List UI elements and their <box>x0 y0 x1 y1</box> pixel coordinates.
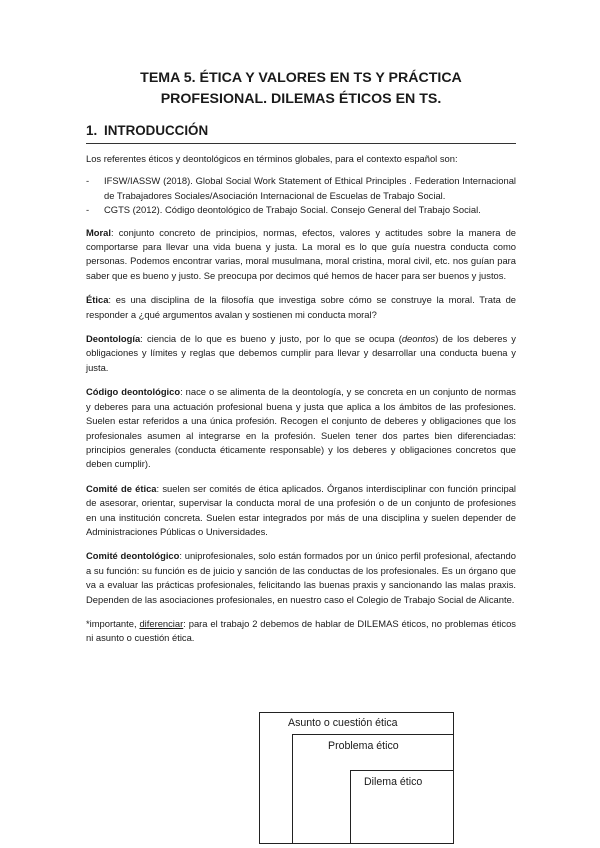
reference-text: CGTS (2012). Código deontológico de Trabajo Social. Consejo General del Trabajo Social. <box>104 204 481 216</box>
list-dash: - <box>86 204 90 216</box>
definition-text: ) de los deberes y obligaciones y límites y reglas que debemos cumplir para llevar y desarrollar una conducta buena y justa. <box>86 333 516 373</box>
note-prefix: *importante, <box>86 617 140 629</box>
reference-item <box>86 203 516 217</box>
section-number: 1. <box>86 123 98 138</box>
inner-box <box>350 770 454 844</box>
definition-deontologia <box>86 332 516 375</box>
note-underlined: diferenciar <box>139 617 184 629</box>
definition-text: : nace o se alimenta de la deontología, y se concreta en un conjunto de normas y deberes para una actuación profesional buena y justa que aplica a los ámbitos de las profesiones. Suelen estar referidos a una única profesión. Recogen el conjunto de deberes y obligaciones que los profesionales asumen al integrarse en la profesión. Suelen tener dos partes bien diferenciadas: principios generales (conducta éticamente responsable) y los deberes y obligaciones concretos que deben cumplir). <box>86 386 516 470</box>
definition-comite-deontologico <box>86 549 516 607</box>
title-line-1: TEMA 5. ÉTICA Y VALORES EN TS Y PRÁCTICA <box>140 70 462 86</box>
reference-list <box>86 174 516 217</box>
note-text: : para el trabajo 2 debemos de hablar de DILEMAS éticos, no problemas éticos ni asunto o cuestión ética. <box>86 617 516 644</box>
definition-term: Comité deontológico <box>86 550 180 562</box>
definition-text: : uniprofesionales, solo están formados por un único perfil profesional, afectando a su función: su función es de juicio y sanción de las conductas de los profesionales. Es un órgano que va a evaluar las prácticas profesionales, felicitando las buenas praxis y sancionando las malas praxis. Dependen de las asociaciones profesionales, en nuestro caso el Colegio de Trabajo Social de Alicante. <box>86 550 516 605</box>
definition-term: Ética <box>86 294 109 306</box>
intro-paragraph: Los referentes éticos y deontológicos en términos globales, para el contexto español son: <box>86 153 458 164</box>
document-page <box>86 68 516 656</box>
title-line-2: PROFESIONAL. DILEMAS ÉTICOS EN TS. <box>160 91 442 107</box>
definition-etica <box>86 293 516 322</box>
definition-term: Deontología <box>86 333 141 345</box>
list-dash: - <box>86 175 90 187</box>
outer-box-label: Asunto o cuestión ética <box>288 717 398 729</box>
middle-box-label: Problema ético <box>328 740 399 752</box>
document-title <box>86 68 516 110</box>
definition-term: Código deontológico <box>86 386 181 398</box>
inner-box-label: Dilema ético <box>364 776 423 788</box>
definition-text: : suelen ser comités de ética aplicados. Órganos interdisciplinar con función principal de asesorar, orientar, supervisar la conducta moral de una profesión o de un conjunto de profesiones en una institución concreta. Suelen estar integrados por más de una disciplina y suelen depender de Administraciones Públicas o Universidades. <box>86 482 516 537</box>
section-title: INTRODUCCIÓN <box>104 123 209 138</box>
definition-codigo <box>86 385 516 471</box>
reference-text: IFSW/IASSW (2018). Global Social Work Statement of Ethical Principles . Federation Internacional de Trabajadores Sociales/Asociación Internacional de Escuelas de Trabajo Social. <box>104 175 516 201</box>
definition-term: Comité de ética <box>86 482 157 494</box>
definition-italic: deontos <box>401 333 436 345</box>
definition-moral <box>86 226 516 284</box>
definition-text: : es una disciplina de la filosofía que investiga sobre cómo se construye la moral. Trata de responder a ¿qué argumentos avalan y sostienen mi conducta moral? <box>86 294 516 320</box>
definition-term: Moral <box>86 226 112 238</box>
definition-text: : ciencia de lo que es bueno y justo, por lo que se ocupa ( <box>140 333 402 345</box>
definition-text: : conjunto concreto de principios, normas, efectos, valores y actitudes sobre la manera de comportarse para llevar una vida buena y justa. La moral es lo que guía nuestra conducta como personas. Podemos encontrar varias, moral musulmana, moral cristina, moral civil, etc. nos guían para saber que es bueno y justo. Se preocupa por decimos qué hemos de hacer para ser buenos y justos. <box>86 226 516 281</box>
note-paragraph <box>86 617 516 646</box>
definition-comite-etica <box>86 482 516 540</box>
section-heading <box>86 123 516 144</box>
reference-item <box>86 174 516 203</box>
